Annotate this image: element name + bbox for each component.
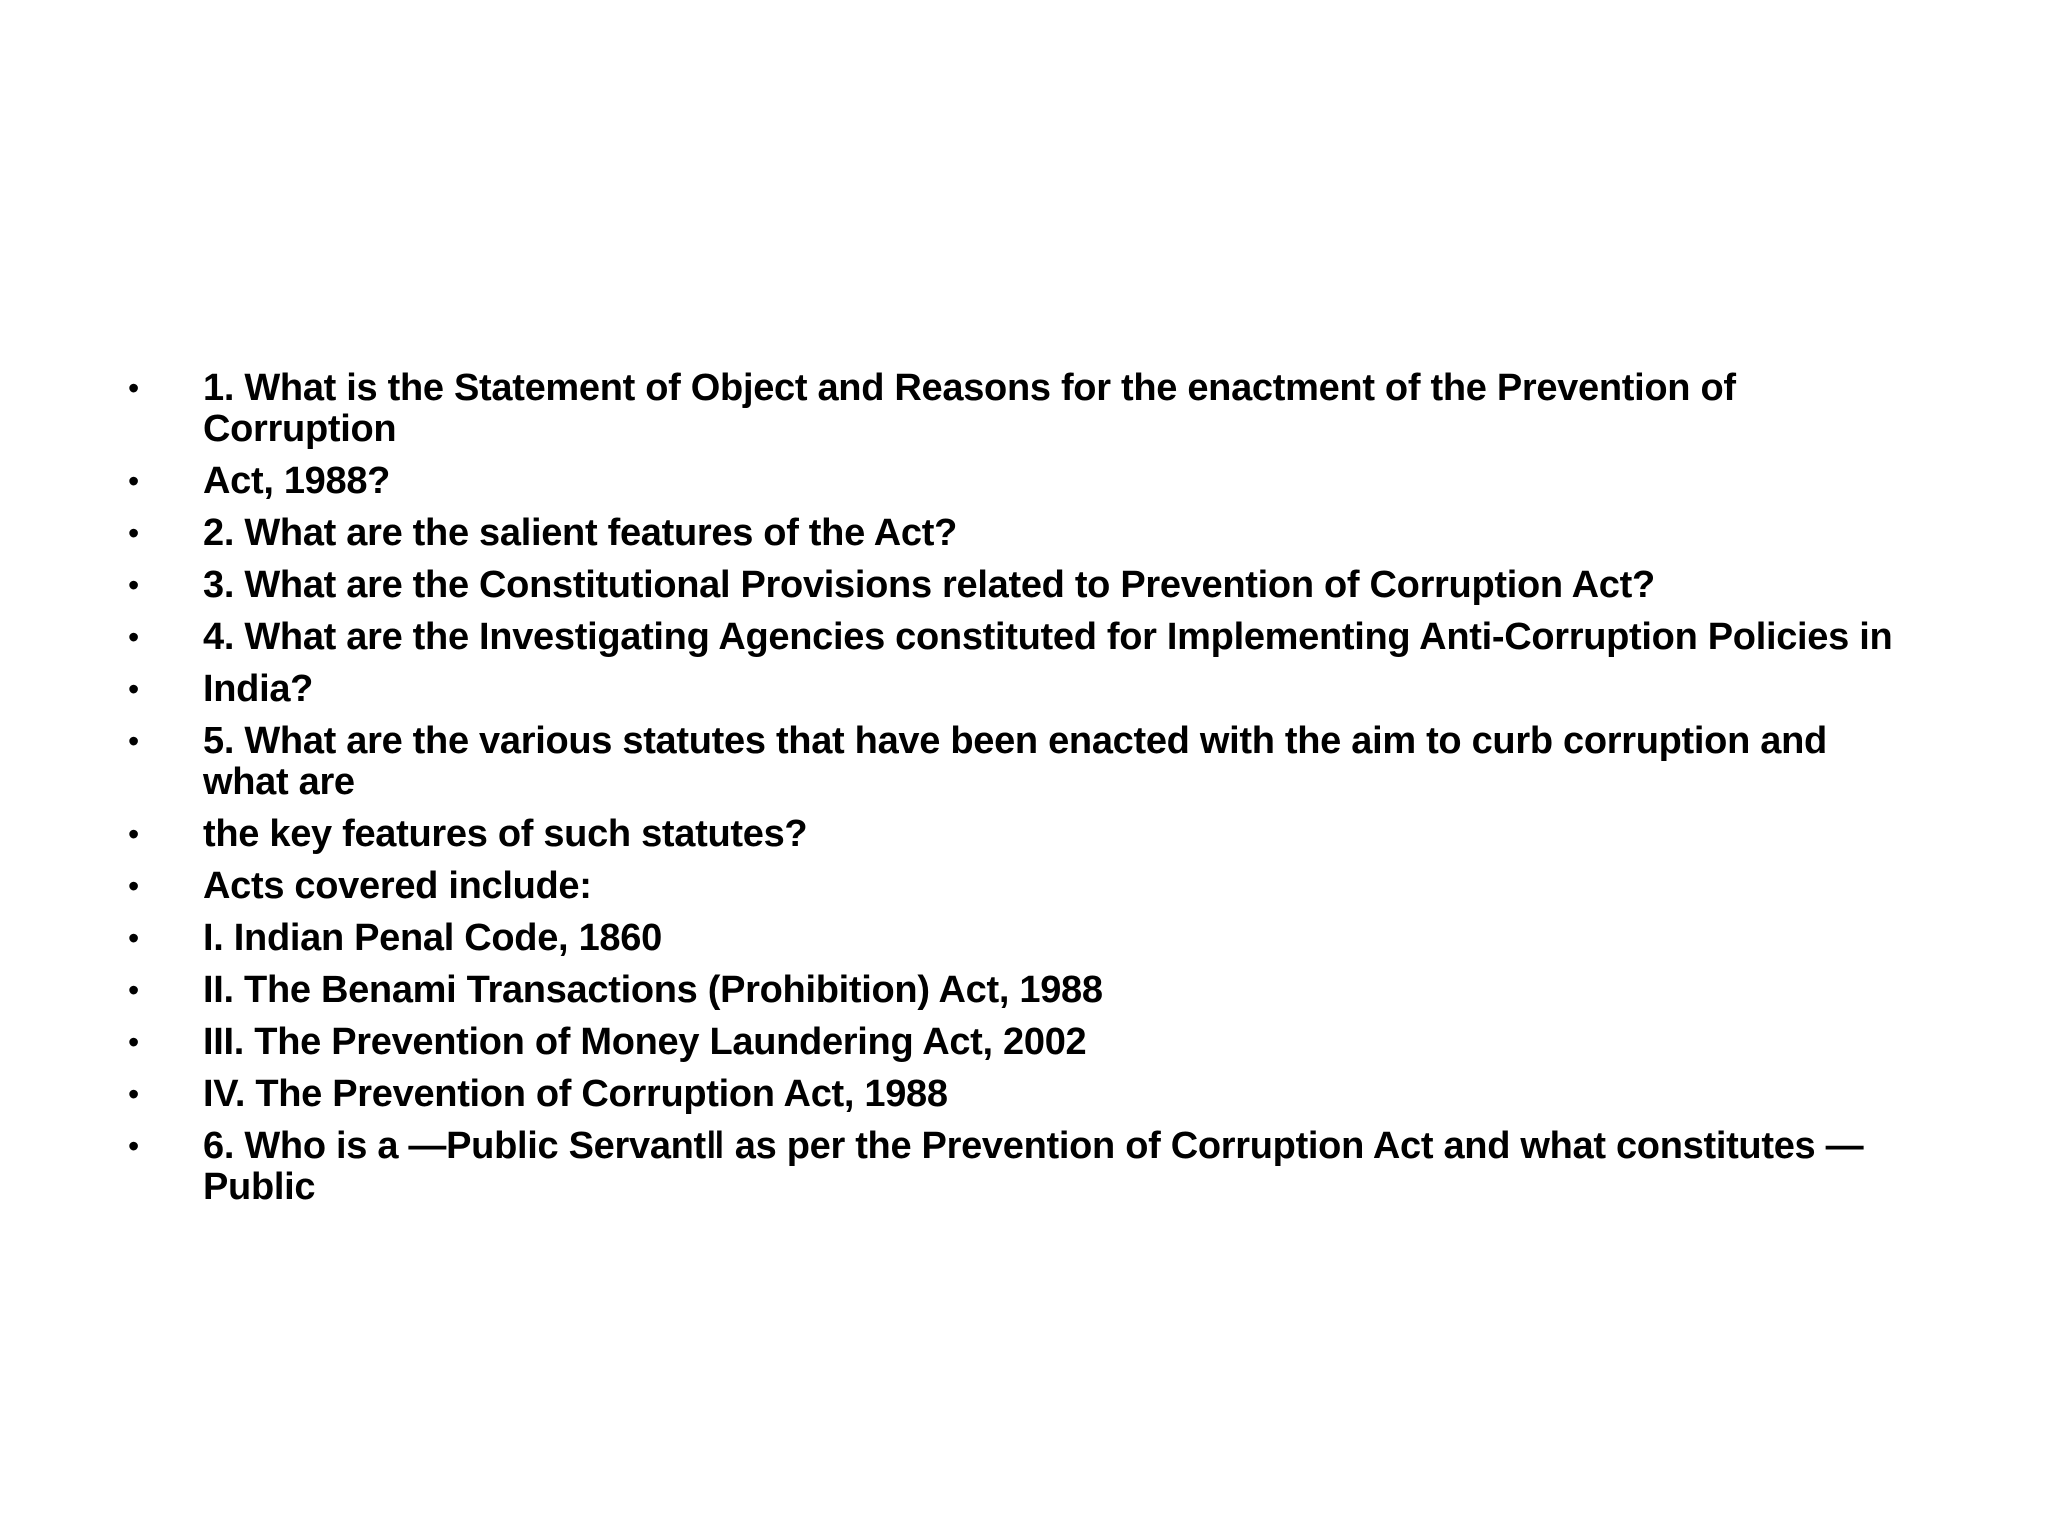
bullet-icon: • <box>128 1128 139 1164</box>
bullet-text: IV. The Prevention of Corruption Act, 1988 <box>203 1073 948 1115</box>
bullet-text: 4. What are the Investigating Agencies constituted for Implementing Anti-Corruption Policies in <box>203 616 1893 658</box>
bullet-icon: • <box>128 1076 139 1112</box>
bullet-item-1 <box>118 368 1918 450</box>
bullet-text: I. Indian Penal Code, 1860 <box>203 917 662 959</box>
bullet-text: Acts covered include: <box>203 865 592 907</box>
bullet-icon: • <box>128 463 139 499</box>
bullet-text: 5. What are the various statutes that have been enacted with the aim to curb corruption and what are <box>203 720 1827 803</box>
bullet-item-13 <box>118 1074 1918 1115</box>
bullet-text: III. The Prevention of Money Laundering Act, 2002 <box>203 1021 1087 1063</box>
bullet-icon: • <box>128 671 139 707</box>
bullet-icon: • <box>128 972 139 1008</box>
bullet-icon: • <box>128 1024 139 1060</box>
bullet-icon: • <box>128 515 139 551</box>
bullet-item-11 <box>118 970 1918 1011</box>
bullet-text: Act, 1988? <box>203 460 391 502</box>
bullet-item-3 <box>118 513 1918 554</box>
bullet-icon: • <box>128 370 139 406</box>
bullet-text: II. The Benami Transactions (Prohibition) Act, 1988 <box>203 969 1103 1011</box>
bullet-text: 2. What are the salient features of the Act? <box>203 512 957 554</box>
bullet-item-5 <box>118 617 1918 658</box>
bullet-item-8 <box>118 814 1918 855</box>
bullet-text: 6. Who is a —Public Servant‖ as per the Prevention of Corruption Act and what constitutes —Public <box>203 1125 1864 1208</box>
bullet-text: 1. What is the Statement of Object and Reasons for the enactment of the Prevention of Corruption <box>203 367 1736 450</box>
bullet-text: 3. What are the Constitutional Provisions related to Prevention of Corruption Act? <box>203 564 1655 606</box>
bullet-icon: • <box>128 567 139 603</box>
bullet-text: the key features of such statutes? <box>203 813 808 855</box>
bullet-icon: • <box>128 920 139 956</box>
bullet-item-12 <box>118 1022 1918 1063</box>
bullet-icon: • <box>128 723 139 759</box>
bullet-item-10 <box>118 918 1918 959</box>
bullet-list <box>118 368 1918 1219</box>
bullet-item-2 <box>118 461 1918 502</box>
bullet-icon: • <box>128 868 139 904</box>
bullet-item-6 <box>118 669 1918 710</box>
bullet-text: India? <box>203 668 314 710</box>
bullet-icon: • <box>128 816 139 852</box>
bullet-icon: • <box>128 619 139 655</box>
bullet-item-4 <box>118 565 1918 606</box>
bullet-item-7 <box>118 721 1918 803</box>
bullet-item-14 <box>118 1126 1918 1208</box>
bullet-item-9 <box>118 866 1918 907</box>
